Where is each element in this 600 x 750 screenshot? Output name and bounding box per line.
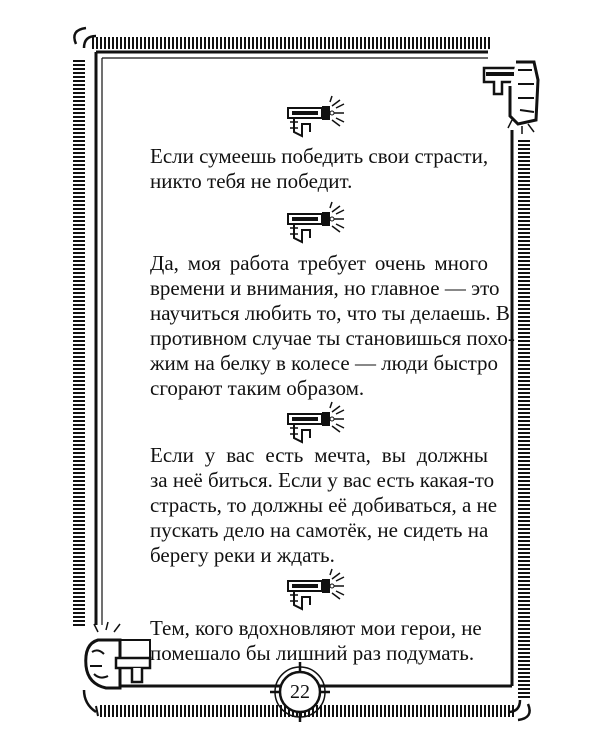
quote-3: [150, 443, 498, 568]
quote-line: жим на белку в колесе — люди быстро: [150, 351, 499, 375]
quote-line: за неё биться. Если у вас есть какая-то: [150, 468, 495, 492]
quote-line: Да, моя работа требует очень много: [150, 251, 488, 275]
quote-line: Если сумеешь победить свои страсти,: [150, 144, 489, 168]
right-hatch: [518, 140, 530, 700]
left-hatch: [73, 60, 85, 628]
quote-line: никто тебя не победит.: [150, 169, 353, 193]
quote-line: Тем, кого вдохновляют мои герои, не: [150, 616, 482, 640]
quote-line: противном случае ты становишься похо-: [150, 326, 515, 350]
ornament-gun-icon: [288, 202, 344, 242]
quote-line: времени и внимания, но главное — это: [150, 276, 500, 300]
quote-line: страсть, то должны её добиваться, а не: [150, 493, 498, 517]
quote-4: [150, 616, 488, 666]
quote-line: Если у вас есть мечта, вы должны: [150, 443, 488, 467]
fist-gun-corner-icon: [484, 62, 538, 134]
head-gun-corner-icon: [86, 622, 150, 688]
quote-line: пускать дело на самотёк, не сидеть на: [150, 518, 489, 542]
quote-1: [150, 144, 488, 194]
quote-line: берегу реки и ждать.: [150, 543, 335, 567]
quote-line: помешало бы лишний раз подумать.: [150, 641, 475, 665]
quote-line: научиться любить то, что ты делаешь. В: [150, 301, 510, 325]
ornament-gun-icon: [288, 96, 344, 136]
ornament-gun-icon: [288, 569, 344, 609]
top-hatch: [92, 37, 492, 49]
page-number: 22: [290, 680, 310, 703]
ornament-gun-icon: [288, 402, 344, 442]
quote-2: [150, 251, 515, 401]
quote-line: сгорают таким образом.: [150, 376, 365, 400]
